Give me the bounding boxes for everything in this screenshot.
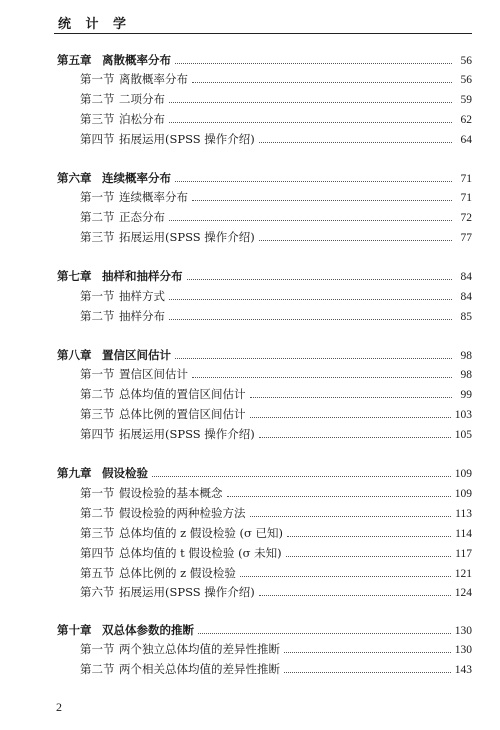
toc-section-entry [80,505,472,521]
toc-section-entry [80,209,472,225]
dot-leader [259,595,451,596]
section-title: 抽样方式 [119,289,165,303]
toc-section-entry [80,111,472,127]
chapter-number: 第五章 [57,53,92,67]
section-number: 第一节 [80,642,115,656]
header-rule [54,33,472,34]
section-number: 第三节 [80,112,115,126]
dot-leader [287,536,451,537]
section-title: 离散概率分布 [119,72,188,86]
section-title: 两个相关总体均值的差异性推断 [119,662,280,676]
toc-page-number: 130 [454,625,472,637]
chapter-title: 双总体参数的推断 [102,623,194,637]
toc-chapter-entry [57,622,472,638]
toc-section-entry [80,485,472,501]
dot-leader [240,576,451,577]
dot-leader [250,417,451,418]
toc-page-number: 124 [454,587,472,599]
section-number: 第三节 [80,526,115,540]
dot-leader [152,476,451,477]
page-number: 2 [56,700,62,714]
section-number: 第一节 [80,190,115,204]
section-number: 第二节 [80,210,115,224]
dot-leader [259,240,452,241]
dot-leader [192,377,452,378]
section-title: 假设检验的基本概念 [119,486,223,500]
toc-page-number: 143 [454,664,472,676]
toc-section-entry [80,131,472,147]
toc-section-entry [80,91,472,107]
section-number: 第四节 [80,132,115,146]
section-title: 总体均值的 z 假设检验 (σ 已知) [119,526,284,540]
toc-page-number: 103 [454,409,472,421]
chapter-number: 第八章 [57,348,92,362]
section-title: 总体均值的 t 假设检验 (σ 未知) [119,546,282,560]
toc-section-entry [80,308,472,324]
toc-section-entry [80,545,472,561]
toc-section-entry [80,366,472,382]
chapter-title: 抽样和抽样分布 [102,269,183,283]
toc-page-number: 72 [460,212,472,224]
toc-page-number: 114 [455,528,472,540]
toc-section-entry [80,406,472,422]
section-title: 假设检验的两种检验方法 [119,506,246,520]
dot-leader [169,319,452,320]
section-number: 第一节 [80,486,115,500]
toc-section-entry [80,189,472,205]
dot-leader [192,82,452,83]
section-title: 泊松分布 [119,112,165,126]
dot-leader [192,200,452,201]
dot-leader [175,63,452,64]
section-title: 连续概率分布 [119,190,188,204]
toc-page-number: 77 [460,232,472,244]
dot-leader [259,437,451,438]
toc-page-number: 99 [460,389,472,401]
toc-page-number: 113 [455,508,472,520]
toc-section-entry [80,386,472,402]
running-head: 统 计 学 [58,17,132,32]
section-number: 第二节 [80,662,115,676]
toc-chapter-entry [57,268,472,284]
chapter-number: 第七章 [57,269,92,283]
section-title: 总体比例的置信区间估计 [119,407,246,421]
section-number: 第二节 [80,387,115,401]
dot-leader [259,142,452,143]
chapter-number: 第十章 [57,623,92,637]
toc-page-number: 71 [460,173,472,185]
dot-leader [284,652,451,653]
section-title: 正态分布 [119,210,165,224]
toc-chapter-entry [57,52,472,68]
toc-page-number: 56 [460,55,472,67]
dot-leader [286,556,452,557]
toc-page-number: 130 [454,644,472,656]
dot-leader [169,299,452,300]
chapter-title: 置信区间估计 [102,348,171,362]
section-title: 拓展运用(SPSS 操作介绍) [119,230,255,244]
dot-leader [169,220,452,221]
chapter-number: 第六章 [57,171,92,185]
section-number: 第四节 [80,427,115,441]
toc-section-entry [80,426,472,442]
toc-section-entry [80,584,472,600]
toc-page-number: 64 [460,134,472,146]
toc-chapter-entry [57,465,472,481]
section-title: 总体均值的置信区间估计 [119,387,246,401]
section-number: 第三节 [80,407,115,421]
dot-leader [227,496,451,497]
toc-section-entry [80,661,472,677]
section-number: 第一节 [80,72,115,86]
chapter-title: 假设检验 [102,466,148,480]
section-title: 总体比例的 z 假设检验 [119,566,236,580]
section-title: 抽样分布 [119,309,165,323]
dot-leader [175,181,452,182]
toc-page-number: 98 [460,350,472,362]
toc-page-number: 84 [460,271,472,283]
dot-leader [175,358,452,359]
toc-page-number: 109 [454,468,472,480]
section-number: 第一节 [80,367,115,381]
toc-page-number: 85 [460,311,472,323]
toc-page-number: 59 [460,94,472,106]
dot-leader [187,279,453,280]
section-title: 拓展运用(SPSS 操作介绍) [119,585,255,599]
section-number: 第二节 [80,309,115,323]
dot-leader [250,397,453,398]
section-title: 拓展运用(SPSS 操作介绍) [119,132,255,146]
section-title: 两个独立总体均值的差异性推断 [119,642,280,656]
toc-section-entry [80,525,472,541]
section-number: 第六节 [80,585,115,599]
section-title: 拓展运用(SPSS 操作介绍) [119,427,255,441]
toc-page-number: 84 [460,291,472,303]
section-number: 第二节 [80,506,115,520]
dot-leader [284,672,451,673]
toc-section-entry [80,288,472,304]
toc-section-entry [80,565,472,581]
toc-section-entry [80,229,472,245]
toc-page-number: 109 [454,488,472,500]
chapter-number: 第九章 [57,466,92,480]
dot-leader [198,633,451,634]
toc-chapter-entry [57,347,472,363]
dot-leader [169,122,452,123]
section-number: 第一节 [80,289,115,303]
toc-chapter-entry [57,170,472,186]
toc-page-number: 105 [454,429,472,441]
section-number: 第二节 [80,92,115,106]
chapter-title: 连续概率分布 [102,171,171,185]
toc-page-number: 117 [455,548,472,560]
section-title: 二项分布 [119,92,165,106]
section-number: 第五节 [80,566,115,580]
toc-page-number: 98 [460,369,472,381]
toc-page-number: 62 [460,114,472,126]
section-title: 置信区间估计 [119,367,188,381]
toc-section-entry [80,71,472,87]
toc-section-entry [80,641,472,657]
section-number: 第四节 [80,546,115,560]
chapter-title: 离散概率分布 [102,53,171,67]
toc-page-number: 71 [460,192,472,204]
dot-leader [250,516,452,517]
dot-leader [169,102,452,103]
toc-page-number: 56 [460,74,472,86]
section-number: 第三节 [80,230,115,244]
toc-page-number: 121 [454,568,472,580]
